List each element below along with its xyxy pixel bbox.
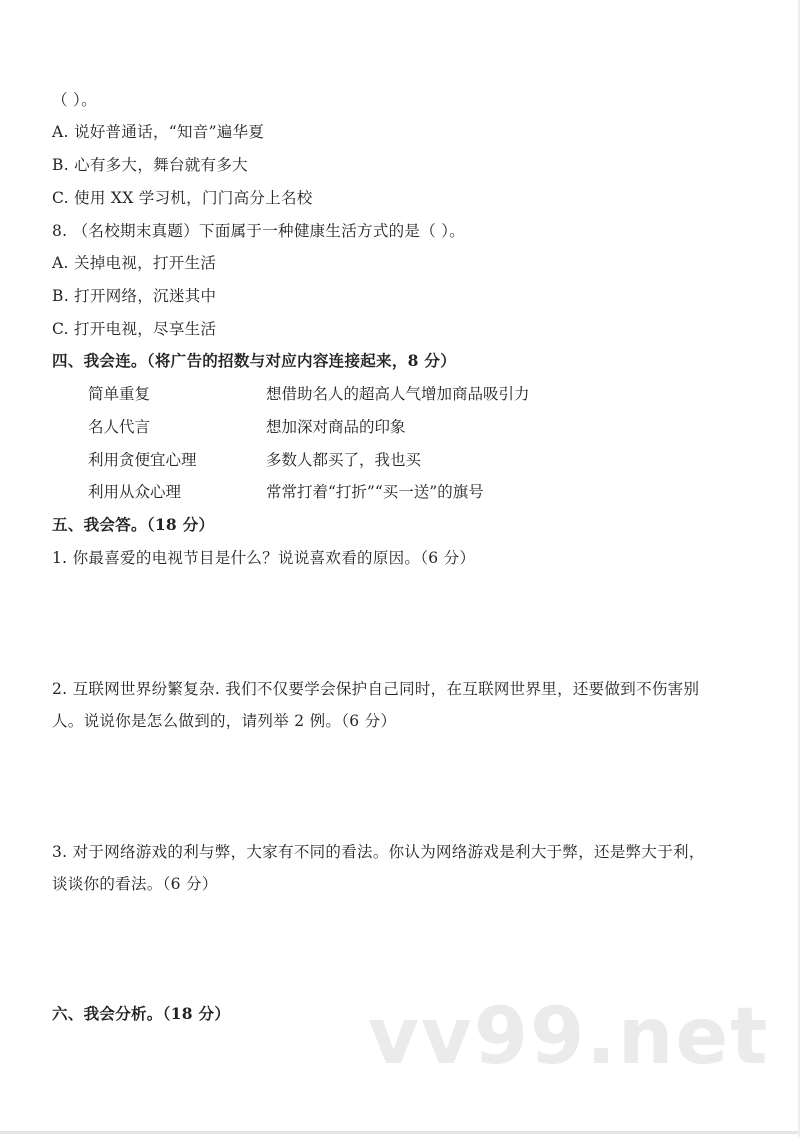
section5-question-1: 1. 你最喜爱的电视节目是什么？说说喜欢看的原因。（6 分） [52,549,476,567]
q8-stem: 8. （名校期末真题）下面属于一种健康生活方式的是（ ）。 [52,222,466,240]
match-left-item: 简单重复 [88,385,151,403]
q8-option-c: C. 打开电视，尽享生活 [52,320,217,338]
match-right-item: 想加深对商品的印象 [266,418,406,436]
q7-option-c: C. 使用 XX 学习机，门门高分上名校 [52,189,313,207]
q7-option-b: B. 心有多大，舞台就有多大 [52,156,248,174]
q7-option-a: A. 说好普通话，“知音”遍华夏 [52,123,265,141]
match-left-item: 利用从众心理 [88,483,182,501]
section6-title: 六、我会分析。（18 分） [52,1004,231,1023]
q7-answer-blank: （ ）。 [52,91,97,109]
match-right-item: 想借助名人的超高人气增加商品吸引力 [266,385,530,403]
section5-question-3-line2: 谈谈你的看法。（6 分） [52,875,218,893]
q8-option-b: B. 打开网络，沉迷其中 [52,287,217,305]
match-left-item: 利用贪便宜心理 [88,451,197,469]
section5-title: 五、我会答。（18 分） [52,515,215,534]
page-bottom-divider [0,1131,800,1134]
match-right-item: 常常打着“打折”“买一送”的旗号 [266,483,484,501]
section5-question-2-line2: 人。说说你是怎么做到的，请列举 2 例。（6 分） [52,712,397,730]
section5-question-3-line1: 3. 对于网络游戏的利与弊，大家有不同的看法。你认为网络游戏是利大于弊，还是弊大于利， [52,843,705,861]
q8-option-a: A. 关掉电视，打开生活 [52,254,217,272]
section5-question-2-line1: 2. 互联网世界纷繁复杂. 我们不仅要学会保护自己同时，在互联网世界里，还要做到不伤害别 [52,680,700,698]
section4-title: 四、我会连。（将广告的招数与对应内容连接起来，8 分） [52,351,457,370]
match-left-item: 名人代言 [88,418,151,436]
watermark: vv99.net [368,992,770,1082]
match-right-item: 多数人都买了，我也买 [266,451,422,469]
